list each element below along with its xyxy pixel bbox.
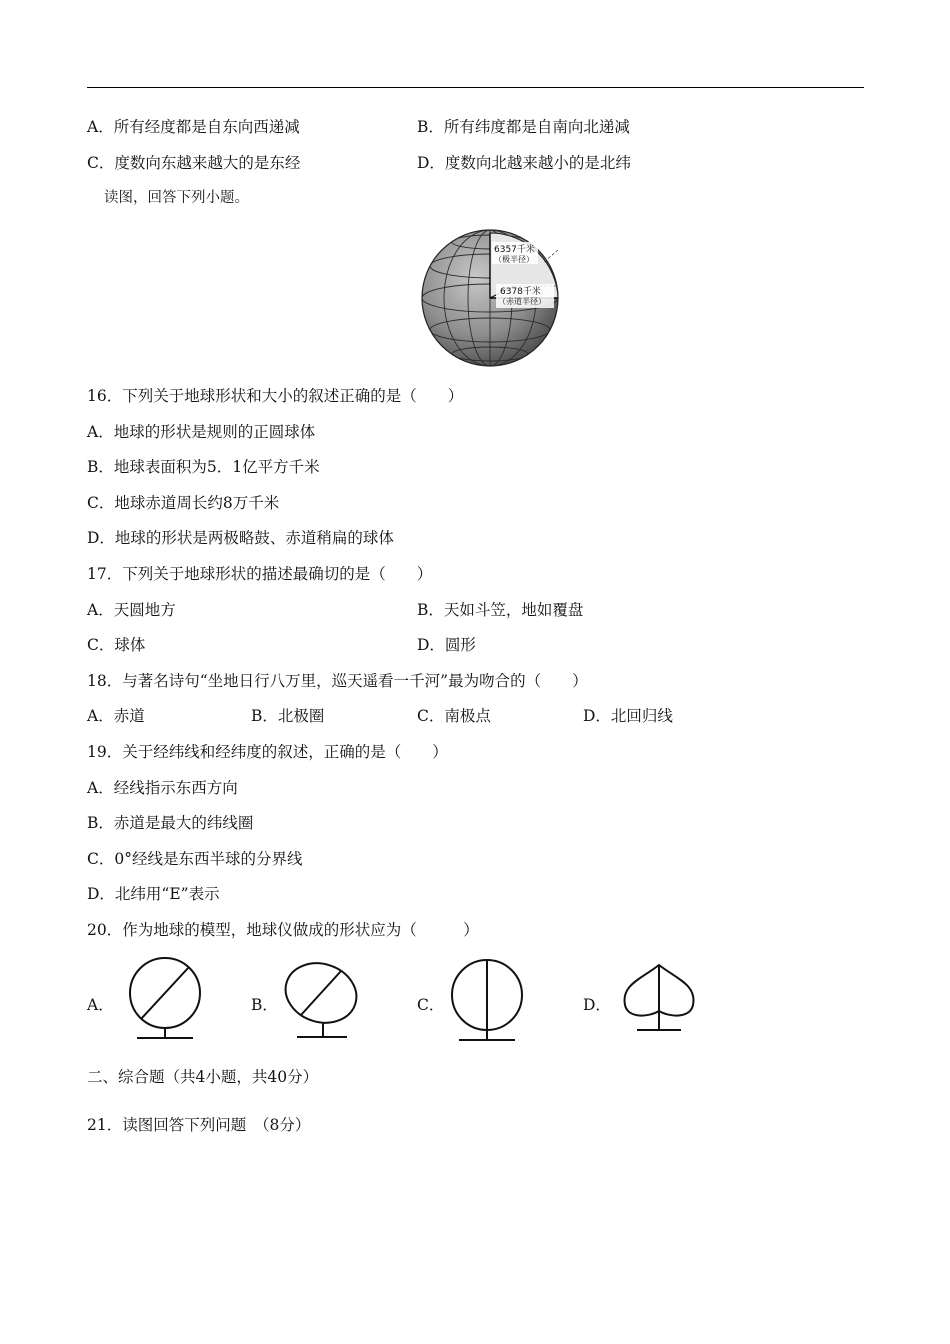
q20-option-c-label: C．: [417, 996, 445, 1014]
q19-option-d[interactable]: D．北纬用“E”表示: [87, 885, 220, 903]
q18-option-b[interactable]: B．北极圈: [251, 707, 325, 725]
q19-option-b[interactable]: B．赤道是最大的纬线圈: [87, 814, 254, 832]
q16-stem: 16．下列关于地球形状和大小的叙述正确的是（ ）: [87, 387, 464, 405]
section-2-heading: 二、综合题（共4小题，共40分）: [87, 1068, 319, 1086]
q15-option-d[interactable]: D．度数向北越来越小的是北纬: [417, 154, 631, 172]
q15-option-a[interactable]: A．所有经度都是自东向西递减: [87, 118, 300, 136]
q17-option-c[interactable]: C．球体: [87, 636, 146, 654]
q18-stem: 18．与著名诗句“坐地日行八万里，巡天遥看一千河”最为吻合的（ ）: [87, 672, 588, 690]
q17-stem: 17．下列关于地球形状的描述最确切的是（ ）: [87, 565, 433, 583]
q16-option-b[interactable]: B．地球表面积为5．1亿平方千米: [87, 458, 320, 476]
q20-option-c[interactable]: [417, 955, 547, 1045]
q17-option-b[interactable]: B．天如斗笠，地如覆盘: [417, 601, 584, 619]
globe-model-heart-shape-icon: [619, 955, 709, 1045]
equatorial-radius-value: 6378千米: [500, 287, 541, 297]
q16-option-a[interactable]: A．地球的形状是规则的正圆球体: [87, 423, 316, 441]
polar-radius-label: （极半径）: [494, 255, 534, 264]
read-figure-intro: 读图，回答下列小题。: [104, 190, 249, 206]
q17-option-a[interactable]: A．天圆地方: [87, 601, 176, 619]
q15-option-c[interactable]: C．度数向东越来越大的是东经: [87, 154, 301, 172]
q16-option-c[interactable]: C．地球赤道周长约8万千米: [87, 494, 280, 512]
q20-option-b-label: B．: [251, 996, 278, 1014]
q20-option-a-label: A．: [87, 996, 114, 1014]
q20-option-d[interactable]: [583, 955, 713, 1045]
q18-option-c[interactable]: C．南极点: [417, 707, 491, 725]
earth-globe-figure: [418, 228, 568, 368]
q20-option-b[interactable]: [251, 955, 381, 1045]
globe-model-vertical-axis-icon: [447, 955, 537, 1045]
globe-model-ellipse-icon: [281, 955, 371, 1045]
q18-option-a[interactable]: A．赤道: [87, 707, 145, 725]
q20-option-d-label: D．: [583, 996, 611, 1014]
q16-option-d[interactable]: D．地球的形状是两极略鼓、赤道稍扁的球体: [87, 529, 394, 547]
q15-option-b[interactable]: B．所有纬度都是自南向北递减: [417, 118, 630, 136]
equatorial-radius-label: （赤道半径）: [498, 297, 546, 306]
polar-radius-value: 6357千米: [494, 245, 535, 255]
q21-stem: 21．读图回答下列问题 （8分）: [87, 1116, 311, 1134]
q20-stem: 20．作为地球的模型，地球仪做成的形状应为（ ）: [87, 921, 479, 939]
globe-model-tilted-axis-icon: [125, 955, 215, 1045]
q19-stem: 19．关于经纬线和经纬度的叙述，正确的是（ ）: [87, 743, 448, 761]
header-rule: [87, 87, 864, 88]
q17-option-d[interactable]: D．圆形: [417, 636, 476, 654]
q18-option-d[interactable]: D．北回归线: [583, 707, 673, 725]
q19-option-a[interactable]: A．经线指示东西方向: [87, 779, 238, 797]
q20-option-a[interactable]: [87, 955, 217, 1045]
q19-option-c[interactable]: C．0°经线是东西半球的分界线: [87, 850, 303, 868]
